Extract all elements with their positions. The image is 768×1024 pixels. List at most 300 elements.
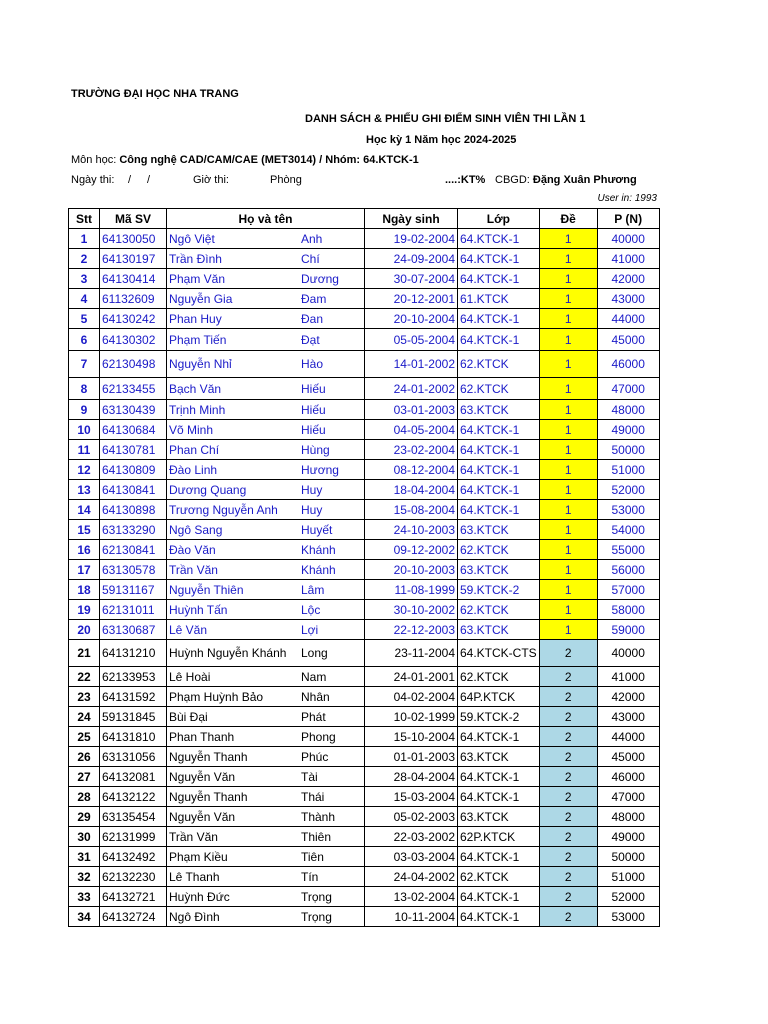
cell-de: 2 (539, 807, 597, 827)
cell-p: 50000 (597, 847, 659, 867)
cell-p: 46000 (597, 351, 659, 378)
cell-ten: Huyết (301, 522, 333, 537)
cell-full-name (167, 351, 365, 378)
cell-ho: Phạm Kiều (169, 849, 228, 864)
table-row (69, 787, 660, 807)
cell-stt: 4 (69, 289, 100, 309)
cell-de: 2 (539, 707, 597, 727)
cell-de: 1 (539, 580, 597, 600)
cell-ho: Nguyễn Gia (169, 291, 233, 306)
col-header-p: P (N) (597, 209, 659, 229)
table-row (69, 687, 660, 707)
cell-de: 1 (539, 480, 597, 500)
cell-full-name (167, 787, 365, 807)
cell-stt: 32 (69, 867, 100, 887)
cell-stt: 19 (69, 600, 100, 620)
cell-lop: 64.KTCK-1 (458, 440, 540, 460)
cell-ten: Lâm (301, 582, 325, 597)
cell-full-name (167, 420, 365, 440)
cell-stt: 7 (69, 351, 100, 378)
cell-ns: 08-12-2004 (365, 460, 458, 480)
cell-ten: Trọng (301, 909, 332, 924)
cell-de: 2 (539, 887, 597, 907)
cell-ma: 62131999 (100, 827, 167, 847)
cell-p: 59000 (597, 620, 659, 640)
table-row (69, 460, 660, 480)
cell-p: 49000 (597, 827, 659, 847)
cell-stt: 11 (69, 440, 100, 460)
cell-lop: 64.KTCK-1 (458, 847, 540, 867)
cell-ma: 64132492 (100, 847, 167, 867)
cell-ma: 64131210 (100, 640, 167, 667)
cell-de: 1 (539, 378, 597, 400)
cell-de: 2 (539, 867, 597, 887)
cell-ten: Phong (301, 729, 336, 744)
cell-de: 1 (539, 420, 597, 440)
cell-full-name (167, 747, 365, 767)
cell-ns: 05-02-2003 (365, 807, 458, 827)
cell-ma: 62133953 (100, 667, 167, 687)
table-row (69, 400, 660, 420)
cell-lop: 62.KTCK (458, 540, 540, 560)
cell-ma: 62133455 (100, 378, 167, 400)
cell-p: 40000 (597, 640, 659, 667)
course-label: Môn học: (71, 154, 117, 166)
cell-ma: 64130050 (100, 229, 167, 249)
cell-stt: 3 (69, 269, 100, 289)
cell-ma: 64131592 (100, 687, 167, 707)
cell-full-name (167, 640, 365, 667)
course-line (71, 154, 419, 166)
table-row (69, 440, 660, 460)
cell-de: 1 (539, 500, 597, 520)
cell-lop: 63.KTCK (458, 560, 540, 580)
semester-label: Học kỳ 1 Năm học 2024-2025 (366, 134, 517, 146)
table-row (69, 560, 660, 580)
cell-ns: 20-10-2003 (365, 560, 458, 580)
cell-ma: 64130781 (100, 440, 167, 460)
table-row (69, 540, 660, 560)
table-row (69, 907, 660, 927)
table-row (69, 289, 660, 309)
cell-ho: Ngô Đình (169, 909, 220, 924)
cell-full-name (167, 767, 365, 787)
cell-full-name (167, 440, 365, 460)
cell-ma: 64131810 (100, 727, 167, 747)
cell-lop: 64.KTCK-1 (458, 460, 540, 480)
exam-time-label: Giờ thi: (193, 174, 229, 186)
cell-lop: 62.KTCK (458, 351, 540, 378)
cell-stt: 1 (69, 229, 100, 249)
cell-p: 43000 (597, 707, 659, 727)
cell-ma: 59131167 (100, 580, 167, 600)
cell-p: 43000 (597, 289, 659, 309)
cell-lop: 63.KTCK (458, 400, 540, 420)
cell-p: 52000 (597, 480, 659, 500)
cell-stt: 17 (69, 560, 100, 580)
cell-p: 45000 (597, 747, 659, 767)
cell-lop: 59.KTCK-2 (458, 707, 540, 727)
cell-de: 1 (539, 249, 597, 269)
cell-ten: Thái (301, 789, 325, 804)
table-row (69, 867, 660, 887)
cell-full-name (167, 887, 365, 907)
cell-ho: Huỳnh Nguyễn Khánh (169, 646, 287, 660)
cell-ten: Lộc (301, 602, 321, 617)
cell-ten: Thành (301, 809, 336, 824)
cell-lop: 64.KTCK-1 (458, 727, 540, 747)
cell-stt: 2 (69, 249, 100, 269)
cell-ho: Trần Văn (169, 562, 218, 577)
cell-stt: 25 (69, 727, 100, 747)
table-body (69, 229, 660, 927)
col-header-de: Đề (539, 209, 597, 229)
cell-ten: Lợi (301, 622, 319, 637)
cell-ten: Huy (301, 482, 323, 497)
cell-lop: 62.KTCK (458, 600, 540, 620)
user-in-label: User in: 1993 (597, 193, 657, 204)
cell-stt: 8 (69, 378, 100, 400)
table-row (69, 249, 660, 269)
cell-ho: Phan Huy (169, 311, 222, 326)
course-value: Công nghệ CAD/CAM/CAE (MET3014) / Nhóm: 64.KTCK-1 (119, 154, 419, 166)
cell-full-name (167, 600, 365, 620)
cell-stt: 27 (69, 767, 100, 787)
cell-p: 58000 (597, 600, 659, 620)
cell-p: 53000 (597, 907, 659, 927)
cell-stt: 24 (69, 707, 100, 727)
cell-stt: 28 (69, 787, 100, 807)
cell-ten: Anh (301, 231, 323, 246)
cell-de: 2 (539, 827, 597, 847)
cell-de: 1 (539, 620, 597, 640)
cell-ma: 64130898 (100, 500, 167, 520)
cell-lop: 64.KTCK-1 (458, 269, 540, 289)
cell-stt: 14 (69, 500, 100, 520)
cell-ns: 22-03-2002 (365, 827, 458, 847)
cell-stt: 5 (69, 309, 100, 329)
cell-ho: Đào Văn (169, 542, 216, 557)
cell-full-name (167, 827, 365, 847)
cell-de: 1 (539, 351, 597, 378)
cell-p: 47000 (597, 378, 659, 400)
cell-full-name (167, 378, 365, 400)
table-header-row (69, 209, 660, 229)
cell-ho: Võ Minh (169, 422, 214, 437)
cell-ns: 04-02-2004 (365, 687, 458, 707)
cell-full-name (167, 620, 365, 640)
school-name: TRƯỜNG ĐẠI HỌC NHA TRANG (71, 88, 239, 100)
cell-ns: 23-02-2004 (365, 440, 458, 460)
cell-ten: Hiếu (301, 381, 326, 396)
cell-lop: 64.KTCK-1 (458, 249, 540, 269)
cell-ho: Phạm Văn (169, 271, 226, 286)
cell-p: 51000 (597, 460, 659, 480)
cell-de: 2 (539, 727, 597, 747)
cell-stt: 9 (69, 400, 100, 420)
cell-lop: 62.KTCK (458, 867, 540, 887)
cell-p: 57000 (597, 580, 659, 600)
cell-full-name (167, 907, 365, 927)
table-row (69, 727, 660, 747)
cell-ho: Nguyễn Văn (169, 809, 236, 824)
cell-ten: Phúc (301, 749, 329, 764)
cell-stt: 23 (69, 687, 100, 707)
cell-ma: 63130439 (100, 400, 167, 420)
cell-stt: 33 (69, 887, 100, 907)
cell-full-name (167, 269, 365, 289)
cell-ns: 09-12-2002 (365, 540, 458, 560)
cell-ns: 22-12-2003 (365, 620, 458, 640)
cell-de: 2 (539, 640, 597, 667)
cell-full-name (167, 309, 365, 329)
cell-stt: 12 (69, 460, 100, 480)
cell-de: 1 (539, 520, 597, 540)
table-row (69, 767, 660, 787)
cell-de: 2 (539, 687, 597, 707)
cell-ho: Nguyễn Thiên (169, 582, 244, 597)
cell-ten: Nam (301, 669, 327, 684)
exam-date-slash-2: / (147, 174, 151, 186)
cell-ma: 62132230 (100, 867, 167, 887)
cbgd-label: CBGD: (495, 174, 530, 186)
cell-full-name (167, 667, 365, 687)
cell-lop: 64P.KTCK (458, 687, 540, 707)
cell-ns: 13-02-2004 (365, 887, 458, 907)
cell-ten: Hùng (301, 442, 330, 457)
cell-de: 1 (539, 309, 597, 329)
cell-p: 41000 (597, 249, 659, 269)
cell-ten: Hiếu (301, 422, 326, 437)
cell-stt: 21 (69, 640, 100, 667)
cell-ns: 23-11-2004 (365, 640, 458, 667)
cell-ten: Hiếu (301, 402, 326, 417)
cell-full-name (167, 460, 365, 480)
cell-lop: 64.KTCK-1 (458, 787, 540, 807)
cell-ns: 28-04-2004 (365, 767, 458, 787)
cell-ma: 62130841 (100, 540, 167, 560)
table-row (69, 269, 660, 289)
cell-p: 55000 (597, 540, 659, 560)
cell-full-name (167, 500, 365, 520)
cell-ma: 63135454 (100, 807, 167, 827)
cell-ma: 63130578 (100, 560, 167, 580)
cell-ho: Huỳnh Đức (169, 889, 230, 904)
cell-ns: 24-01-2002 (365, 378, 458, 400)
cell-p: 48000 (597, 400, 659, 420)
table-row (69, 620, 660, 640)
cell-p: 44000 (597, 727, 659, 747)
table-row (69, 500, 660, 520)
cell-full-name (167, 229, 365, 249)
cell-ho: Lê Hoài (169, 669, 211, 684)
cell-ten: Trọng (301, 889, 332, 904)
cell-ho: Trịnh Minh (169, 402, 226, 417)
cell-lop: 63.KTCK (458, 747, 540, 767)
cell-p: 40000 (597, 229, 659, 249)
cell-full-name (167, 727, 365, 747)
cell-de: 1 (539, 400, 597, 420)
table-row (69, 520, 660, 540)
cell-ns: 24-01-2001 (365, 667, 458, 687)
cell-ten: Tiên (301, 849, 324, 864)
cell-ho: Phạm Huỳnh Bảo (169, 689, 264, 704)
cell-de: 1 (539, 600, 597, 620)
cell-ma: 64132724 (100, 907, 167, 927)
cell-full-name (167, 480, 365, 500)
cell-ma: 61132609 (100, 289, 167, 309)
cell-lop: 64.KTCK-1 (458, 767, 540, 787)
cell-ho: Dương Quang (169, 482, 247, 497)
cell-stt: 10 (69, 420, 100, 440)
table-row (69, 640, 660, 667)
table-row (69, 807, 660, 827)
cell-p: 56000 (597, 560, 659, 580)
cbgd-line (495, 174, 637, 186)
cell-ns: 30-07-2004 (365, 269, 458, 289)
cell-full-name (167, 687, 365, 707)
cell-ns: 11-08-1999 (365, 580, 458, 600)
cell-ten: Khánh (301, 562, 336, 577)
cell-ho: Nguyễn Nhỉ (169, 357, 232, 371)
cell-de: 1 (539, 269, 597, 289)
table-row (69, 827, 660, 847)
cell-ma: 64130809 (100, 460, 167, 480)
cell-full-name (167, 249, 365, 269)
cell-lop: 64.KTCK-1 (458, 329, 540, 351)
cell-lop: 63.KTCK (458, 807, 540, 827)
cell-ten: Thiên (301, 829, 332, 844)
cell-lop: 61.KTCK (458, 289, 540, 309)
cell-ho: Bùi Đại (169, 709, 208, 724)
cell-full-name (167, 540, 365, 560)
col-header-ngay-sinh: Ngày sinh (365, 209, 458, 229)
cell-p: 53000 (597, 500, 659, 520)
cell-ma: 59131845 (100, 707, 167, 727)
student-table (68, 208, 660, 927)
col-header-stt: Stt (69, 209, 100, 229)
cell-stt: 6 (69, 329, 100, 351)
col-header-ma-sv: Mã SV (100, 209, 167, 229)
cell-full-name (167, 707, 365, 727)
cell-full-name (167, 560, 365, 580)
cell-lop: 59.KTCK-2 (458, 580, 540, 600)
cell-ten: Đam (301, 291, 327, 306)
cell-stt: 29 (69, 807, 100, 827)
cell-ns: 01-01-2003 (365, 747, 458, 767)
cell-ns: 30-10-2002 (365, 600, 458, 620)
cell-de: 1 (539, 440, 597, 460)
cell-stt: 13 (69, 480, 100, 500)
cell-ten: Tài (301, 769, 318, 784)
col-header-lop: Lớp (458, 209, 540, 229)
table-row (69, 480, 660, 500)
cell-ho: Đào Linh (169, 462, 218, 477)
cell-ten: Hương (301, 462, 339, 477)
cell-p: 42000 (597, 269, 659, 289)
cell-ho: Lê Thanh (169, 869, 220, 884)
cell-full-name (167, 847, 365, 867)
cell-ten: Tín (301, 869, 319, 884)
cell-full-name (167, 867, 365, 887)
cell-p: 45000 (597, 329, 659, 351)
cell-p: 44000 (597, 309, 659, 329)
cell-ma: 63133290 (100, 520, 167, 540)
cell-ho: Huỳnh Tấn (169, 602, 228, 617)
cell-de: 1 (539, 329, 597, 351)
cell-ma: 63130687 (100, 620, 167, 640)
document-title: DANH SÁCH & PHIẾU GHI ĐIỂM SINH VIÊN THI LẦN 1 (305, 113, 586, 125)
cell-ho: Ngô Việt (169, 231, 215, 246)
cell-ten: Huy (301, 502, 323, 517)
cell-p: 47000 (597, 787, 659, 807)
cell-de: 1 (539, 560, 597, 580)
col-header-ho-ten: Họ và tên (167, 209, 365, 229)
cell-de: 2 (539, 767, 597, 787)
cell-ns: 19-02-2004 (365, 229, 458, 249)
cell-ns: 05-05-2004 (365, 329, 458, 351)
cell-lop: 64.KTCK-1 (458, 420, 540, 440)
cell-ho: Trần Đình (169, 251, 222, 266)
cell-ma: 64130414 (100, 269, 167, 289)
cell-ho: Trần Văn (169, 829, 218, 844)
cell-ns: 20-10-2004 (365, 309, 458, 329)
table-row (69, 329, 660, 351)
cell-full-name (167, 400, 365, 420)
cell-stt: 30 (69, 827, 100, 847)
table-row (69, 667, 660, 687)
cell-full-name (167, 580, 365, 600)
cell-ma: 63131056 (100, 747, 167, 767)
cell-ten: Long (301, 646, 328, 660)
cell-de: 2 (539, 667, 597, 687)
table-row (69, 229, 660, 249)
cell-stt: 20 (69, 620, 100, 640)
cell-ho: Nguyễn Văn (169, 769, 236, 784)
cell-stt: 31 (69, 847, 100, 867)
cell-full-name (167, 807, 365, 827)
cell-p: 54000 (597, 520, 659, 540)
cell-de: 2 (539, 747, 597, 767)
cell-ten: Nhân (301, 689, 330, 704)
cell-stt: 15 (69, 520, 100, 540)
cell-de: 1 (539, 289, 597, 309)
cell-ten: Đạt (301, 332, 320, 347)
cell-full-name (167, 289, 365, 309)
cell-ma: 64132122 (100, 787, 167, 807)
cell-ma: 64130841 (100, 480, 167, 500)
cell-p: 50000 (597, 440, 659, 460)
cell-lop: 64.KTCK-1 (458, 480, 540, 500)
cbgd-value: Đặng Xuân Phương (532, 174, 637, 186)
cell-stt: 18 (69, 580, 100, 600)
cell-de: 2 (539, 847, 597, 867)
table-row (69, 580, 660, 600)
cell-ho: Trương Nguyễn Anh (169, 502, 278, 517)
cell-de: 2 (539, 907, 597, 927)
cell-ho: Phạm Tiến (169, 332, 227, 347)
cell-stt: 16 (69, 540, 100, 560)
cell-ho: Phan Chí (169, 442, 220, 457)
cell-lop: 64.KTCK-1 (458, 907, 540, 927)
table-row (69, 309, 660, 329)
cell-full-name (167, 329, 365, 351)
cell-ns: 24-10-2003 (365, 520, 458, 540)
table-row (69, 847, 660, 867)
table-row (69, 420, 660, 440)
table-row (69, 600, 660, 620)
cell-p: 52000 (597, 887, 659, 907)
